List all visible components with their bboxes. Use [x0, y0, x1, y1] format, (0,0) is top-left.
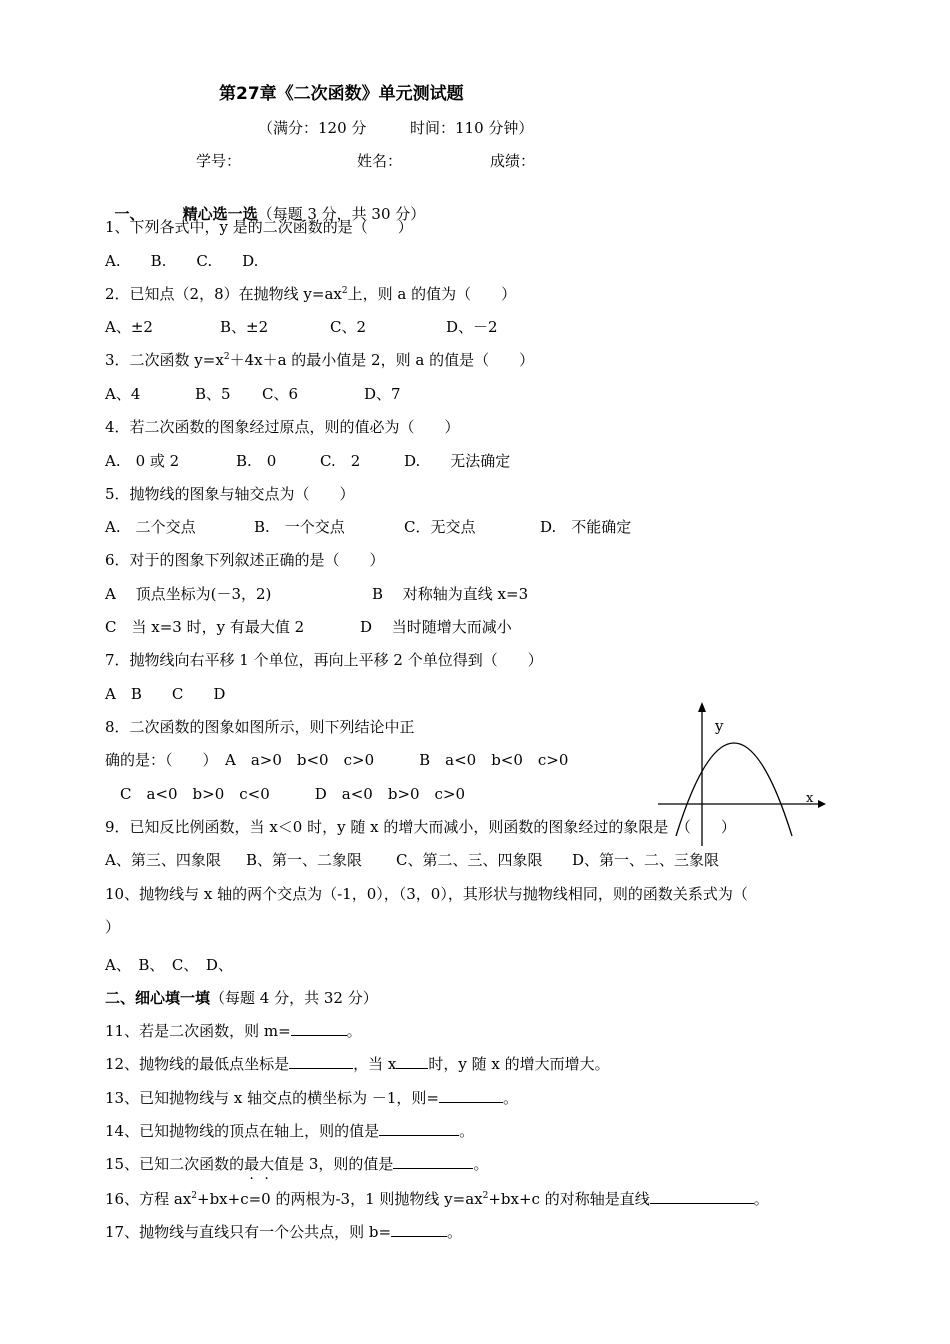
x-axis-arrow [818, 800, 826, 808]
section2-title: 二、细心填一填 [105, 989, 211, 1007]
section2-note: （每题 4 分，共 32 分） [210, 989, 378, 1007]
q7-options: A B C D [105, 685, 226, 703]
score-total: （满分：120 分 [258, 119, 367, 137]
q5-option-a: A. 二个交点 [105, 518, 196, 536]
q17: 17、抛物线与直线只有一个公共点，则 b= 。 [105, 1223, 463, 1241]
q8-stem: 8．二次函数的图象如图所示，则下列结论中正 [105, 718, 415, 736]
q16-answer-blank [650, 1189, 754, 1204]
q11: 11、若是二次函数，则 m= 。 [105, 1022, 362, 1040]
q8-line2: 确的是：（ ） A a>0 b<0 c>0 B a<0 b<0 c>0 [105, 751, 569, 769]
page-title: 第27章《二次函数》单元测试题 [219, 84, 464, 104]
section1-title: 精心选一选 [182, 205, 258, 223]
q4-option-b: B. 0 [236, 452, 277, 470]
graph-x-label: x [806, 791, 814, 806]
q2-option-a: A、±2 [105, 318, 153, 336]
q11-answer-blank [291, 1021, 347, 1036]
score-label: 成绩： [490, 152, 536, 170]
q3-option-d: D、7 [364, 385, 401, 403]
q15-emphasis-1: 最 [244, 1155, 260, 1173]
q9-option-c: C、第二、三、四象限 [396, 851, 543, 869]
q12-answer-blank-1 [289, 1054, 353, 1069]
q8-line3: C a<0 b>0 c<0 D a<0 b>0 c>0 [120, 785, 466, 803]
q9-option-a: A、第三、四象限 [105, 851, 221, 869]
q17-answer-blank [391, 1222, 447, 1237]
time-limit: 时间：110 分钟） [410, 119, 534, 137]
q6-stem: 6．对于的图象下列叙述正确的是（ ） [105, 551, 385, 569]
q5-option-d: D. 不能确定 [540, 518, 632, 536]
q4-option-d: D. 无法确定 [404, 452, 511, 470]
q6-option-b: B 对称轴为直线 x=3 [372, 585, 529, 603]
q2-stem: 2．已知点（2，8）在抛物线 $y=ax^2$上，则 a 的值为（ ） [105, 285, 517, 303]
q3-stem: 3．二次函数 $y=x^2+4x+a$ 的最小值是 2，则 a 的值是（ ） [105, 351, 535, 369]
q15-answer-blank [393, 1154, 473, 1169]
q5-option-c: C．无交点 [404, 518, 476, 536]
y-axis-arrow [698, 702, 706, 712]
q5-stem: 5．抛物线的图象与轴交点为（ ） [105, 485, 355, 503]
q4-option-c: C. 2 [320, 452, 361, 470]
q3-option-a: A、4 [105, 385, 141, 403]
section1-number: 一、 [114, 205, 145, 223]
q7-stem: 7．抛物线向右平移 1 个单位，再向上平移 2 个单位得到（ ） [105, 651, 543, 669]
q16: 16、方程 $ax^2+bx+c=0$ 的两根为-3，1 则抛物线 $y=ax^2+bx+c$ 的对称轴是直线 。 [105, 1190, 769, 1208]
section2-heading [105, 988, 378, 1008]
q4-option-a: A. 0 或 2 [105, 452, 180, 470]
q1-options: A. B. C. D. [105, 252, 259, 270]
q6-option-c: C 当 x=3 时，y 有最大值 2 [105, 618, 305, 636]
q2-option-b: B、±2 [220, 318, 269, 336]
q10-stem-end: ） [105, 918, 121, 936]
q10-options: A、 B、 C、 D、 [105, 956, 233, 974]
q6-option-d: D 当时随增大而减小 [360, 618, 512, 636]
student-id-label: 学号： [196, 152, 242, 170]
q2-option-d: D、－2 [446, 318, 498, 336]
q9-option-d: D、第一、二、三象限 [572, 851, 720, 869]
section1-note: （每题 3 分，共 30 分） [257, 205, 426, 223]
name-label: 姓名： [357, 152, 403, 170]
q12: 12、抛物线的最低点坐标是 ，当 x 时，y 随 x 的增大而增大。 [105, 1055, 610, 1073]
q2-option-c: C、2 [330, 318, 367, 336]
q6-option-a: A 顶点坐标为(－3，2) [105, 585, 272, 603]
q9-stem: 9．已知反比例函数，当 x＜0 时，y 随 x 的增大而减小，则函数的图象经过的象限是 （ ） [105, 818, 736, 836]
q14-answer-blank [379, 1121, 459, 1136]
graph-y-label: y [715, 717, 724, 735]
q1-stem: 1、下列各式中，y 是的二次函数的是（ ） [105, 218, 413, 236]
q10-stem: 10、抛物线与 x 轴的两个交点为（-1，0），（3，0），其形状与抛物线相同，则的函数关系式为（ [105, 885, 748, 903]
q15-emphasis-2: 大 [259, 1155, 275, 1173]
q13-answer-blank [439, 1088, 503, 1103]
q15: 15、已知二次函数的最大值是 3，则的值是 。 [105, 1155, 489, 1173]
q13: 13、已知抛物线与 x 轴交点的横坐标为 －1，则= 。 [105, 1089, 518, 1107]
q4-stem: 4．若二次函数的图象经过原点，则的值必为（ ） [105, 418, 460, 436]
q12-answer-blank-2 [396, 1054, 428, 1069]
q3-option-b: B、5 [195, 385, 231, 403]
q9-option-b: B、第一、二象限 [246, 851, 363, 869]
q14: 14、已知抛物线的顶点在轴上，则的值是 。 [105, 1122, 475, 1140]
q3-option-c: C、6 [262, 385, 299, 403]
q5-option-b: B. 一个交点 [254, 518, 345, 536]
